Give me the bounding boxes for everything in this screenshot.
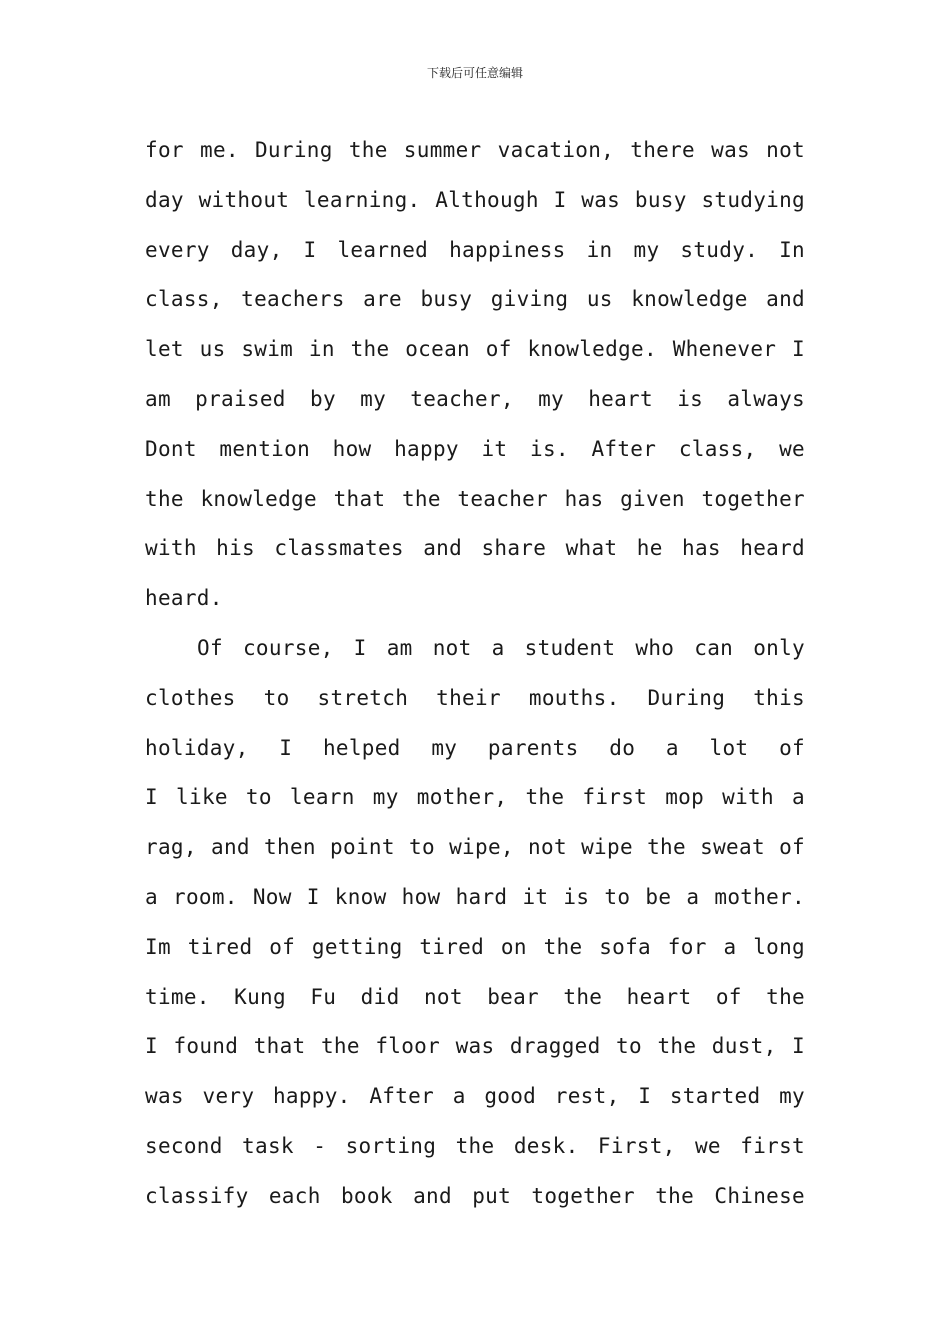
paragraph-1-line-8: the knowledge that the teacher has given together xyxy=(145,486,805,511)
paragraph-1-line-4: class, teachers are busy giving us knowledge and xyxy=(145,287,805,312)
paragraph-1-line-5: let us swim in the ocean of knowledge. Whenever I xyxy=(145,337,805,362)
paragraph-1-line-3: every day, I learned happiness in my study. In xyxy=(145,237,805,262)
paragraph-2-line-9: I found that the floor was dragged to the dust, I xyxy=(145,1034,805,1059)
page-header: 下载后可任意编辑 xyxy=(426,66,523,80)
paragraph-2-line-8: time. Kung Fu did not bear the heart of the xyxy=(145,984,805,1009)
paragraph-2-line-12: classify each book and put together the Chinese xyxy=(145,1183,805,1208)
paragraph-2-line-6: a room. Now I know how hard it is to be a mother. xyxy=(145,884,805,909)
paragraph-1-line-7: Dont mention how happy it is. After class, we xyxy=(145,436,805,461)
paragraph-1-line-2: day without learning. Although I was busy studying xyxy=(145,187,805,212)
paragraph-1-line-6: am praised by my teacher, my heart is always xyxy=(145,386,805,411)
paragraph-2-line-10: was very happy. After a good rest, I started my xyxy=(145,1084,805,1109)
paragraph-2-line-4: I like to learn my mother, the first mop with a xyxy=(145,785,805,810)
paragraph-2-line-11: second task - sorting the desk. First, we first xyxy=(145,1133,805,1158)
paragraph-1-line-1: for me. During the summer vacation, there was not xyxy=(145,138,805,162)
paragraph-1-line-10: heard. xyxy=(145,586,223,611)
paragraph-2-line-2: clothes to stretch their mouths. During this xyxy=(145,685,805,710)
paragraph-2-line-3: holiday, I helped my parents do a lot of xyxy=(145,735,805,760)
paragraph-2-line-1: Of course, I am not a student who can only xyxy=(197,635,805,660)
paragraph-1-line-9: with his classmates and share what he has heard xyxy=(145,536,805,561)
body-text xyxy=(145,126,805,1222)
paragraph-2-line-7: Im tired of getting tired on the sofa for a long xyxy=(145,934,805,959)
paragraph-2-line-5: rag, and then point to wipe, not wipe the sweat of xyxy=(145,835,805,860)
